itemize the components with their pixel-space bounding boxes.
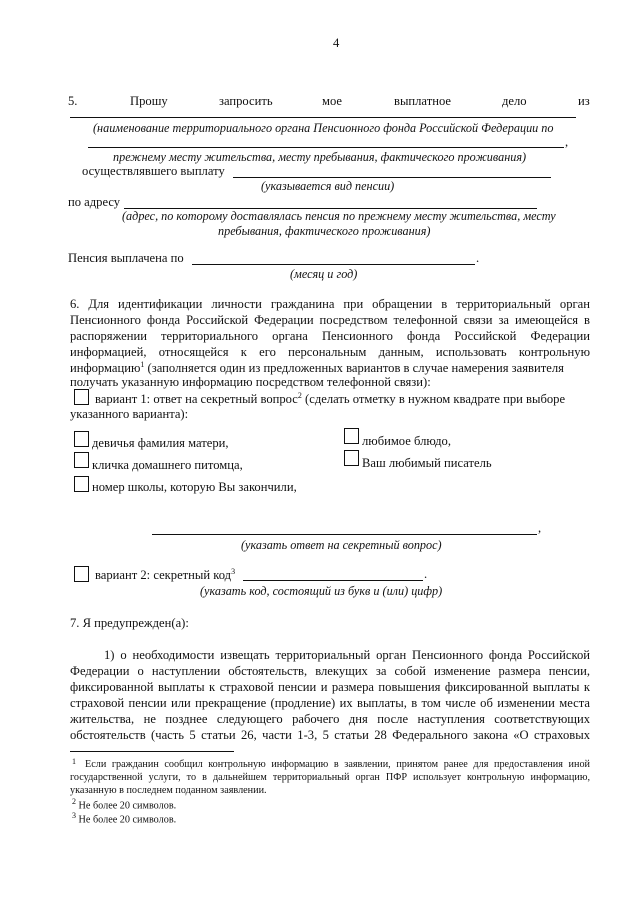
section6-para-line: получать указанную информацию посредством телефонной связи): [70,375,431,389]
comma: , [538,521,542,535]
hint-address-line1: (адрес, по которому доставлялась пенсия по прежнему месту жительства, месту [122,209,556,223]
option-mother-maiden-name-checkbox[interactable] [74,431,89,447]
section7-para-line: фиксированной выплаты к страховой пенсии и размера повышения фиксированной выплаты к [70,680,590,694]
footnote-ref-1: 1 [140,360,145,369]
section6-para-line: распоряжении территориального органа Пенсионного фонда Российской Федерации [70,329,590,343]
hint-org-name-line2: прежнему месту жительства, месту пребывания, фактического проживания) [113,150,527,164]
hint-org-name-line1: (наименование территориального органа Пенсионного фонда Российской Федерации по [93,121,554,135]
section6-para-line: информацией, относящейся к его персональным данным, использовать контрольную [70,345,590,359]
option-school-number-label: номер школы, которую Вы закончили, [92,480,297,494]
footnote-2: $^2$ Не более 20 символов. [72,797,177,812]
option-favorite-dish-checkbox[interactable] [344,428,359,444]
footnote-1-line: указанную в последнем поданном заявлении. [70,785,267,796]
section7-para-line: 1) о необходимости извещать территориальный орган Пенсионного фонда Российской [104,648,590,662]
section5-word: мое [322,94,343,108]
option-favorite-writer-label: Ваш любимый писатель [362,456,492,470]
pension-type-field[interactable] [233,177,551,178]
section7-heading: 7. Я предупрежден(а): [70,616,189,630]
footnote-3: $^3$ Не более 20 символов. [72,811,177,826]
section6-para-line5: информацию$^1$ (заполняется один из предложенных вариантов в случае намерения заявителя [70,360,564,376]
section6-para-line: Пенсионного фонда Российской Федерации посредством телефонной связи за имеющейся в [70,313,590,327]
variant1-label-line2: указанного варианта): [70,407,189,421]
variant2-checkbox[interactable] [74,566,89,582]
section5-word: дело [502,94,527,108]
option-mother-maiden-name-label: девичья фамилия матери, [92,436,229,450]
section5-word: выплатное [394,94,451,108]
dot: . [476,251,480,265]
hint-month-year: (месяц и год) [290,267,358,281]
variant2-label: вариант 2: секретный код$^3$ [95,567,236,583]
option-pet-name-checkbox[interactable] [74,452,89,468]
page-number: 4 [333,36,340,50]
option-school-number-checkbox[interactable] [74,476,89,492]
variant1-checkbox[interactable] [74,389,89,405]
option-pet-name-label: кличка домашнего питомца, [92,458,243,472]
hint-pension-type: (указывается вид пенсии) [261,179,395,193]
section5-word: из [578,94,590,108]
option-favorite-dish-label: любимое блюдо, [362,434,451,448]
footnote-1-line: государственной услуги, то в дальнейшем территориальный орган ПФР использует контрольную информацию, [70,772,590,783]
footnote-ref-2: 2 [297,391,302,400]
variant1-label: вариант 1: ответ на секретный вопрос$^2$ (сделать отметку в нужном квадрате при выборе [95,391,566,407]
footnote-ref-3: 3 [231,567,236,576]
section7-para-line: жительства, не позднее следующего рабочего дня после наступления соответствующих [70,712,590,726]
section7-para-line: обстоятельств (часть 5 статьи 26, части 1-3, 5 статьи 28 Федерального закона «О страховых [70,728,590,742]
footnote-1-mark: 1 [72,757,76,766]
section7-para-line: страховой пенсии или прекращение (продление) их выплаты, в том числе об изменении места [70,696,590,710]
section5-number: 5. [68,94,78,108]
paid-until-label: Пенсия выплачена по [68,251,184,265]
footnote-1-line: Если гражданин сообщил контрольную информацию в заявлении, принятом ранее для предоставления иной [85,759,590,770]
dot: . [424,567,428,581]
section7-para-line: Федерации о наступлении обстоятельств, влекущих за собой изменение размера пенсии, [70,664,590,678]
comma: , [565,135,569,149]
section6-para-line: 6. Для идентификации личности гражданина при обращении в территориальный орган [70,297,590,311]
paid-by-label: осуществлявшего выплату [82,164,225,178]
option-favorite-writer-checkbox[interactable] [344,450,359,466]
section5-word: запросить [219,94,273,108]
secret-answer-field[interactable] [152,534,537,535]
org-name-field-line1[interactable] [70,117,576,118]
hint-address-line2: пребывания, фактического проживания) [218,224,431,238]
secret-code-field[interactable] [243,580,423,581]
hint-secret-answer: (указать ответ на секретный вопрос) [241,538,442,552]
month-year-field[interactable] [192,264,475,265]
org-name-field-line2[interactable] [88,147,564,148]
address-label: по адресу [68,195,121,209]
hint-secret-code: (указать код, состоящий из букв и (или) цифр) [200,584,443,598]
footnote-separator [70,751,234,752]
section5-word: Прошу [130,94,168,108]
